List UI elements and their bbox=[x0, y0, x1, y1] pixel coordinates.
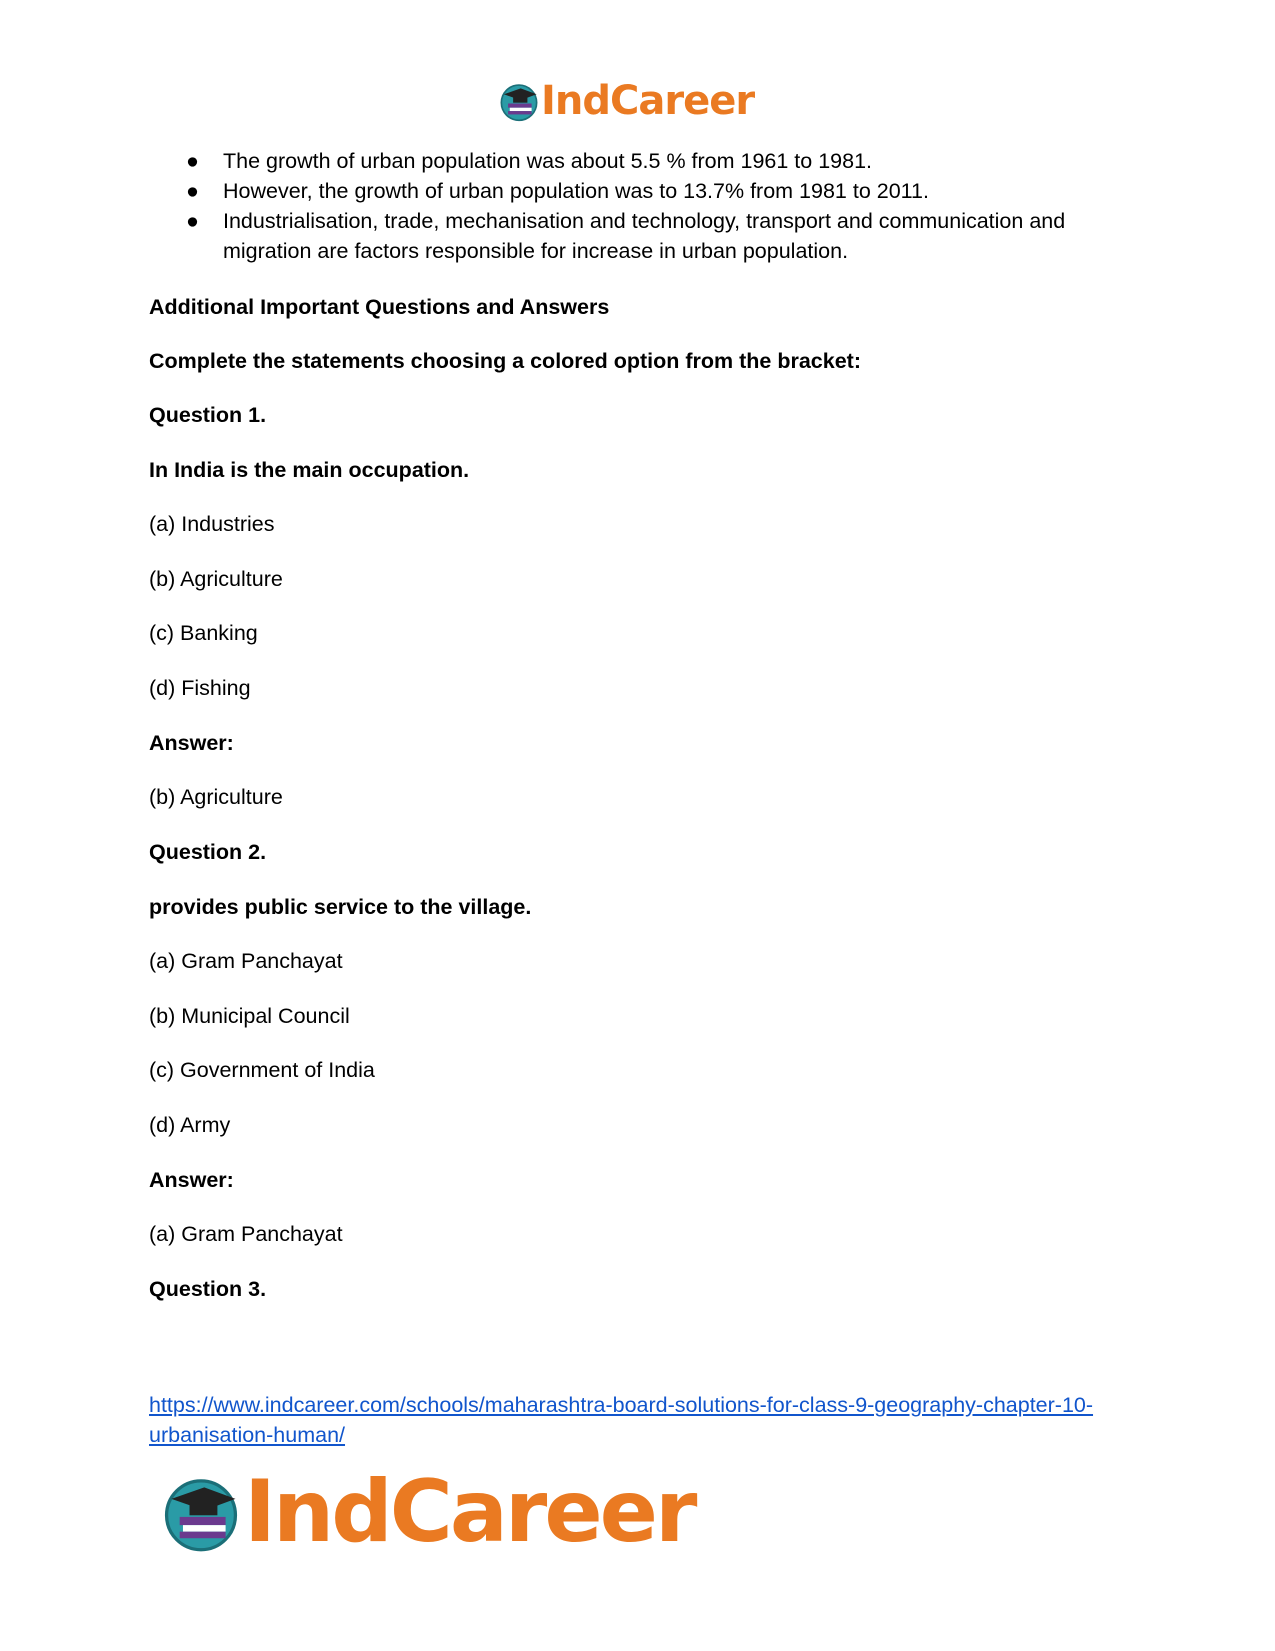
option-d: (d) Fishing bbox=[149, 676, 251, 700]
option-a: (a) Gram Panchayat bbox=[149, 949, 343, 973]
option-c: (c) Government of India bbox=[149, 1058, 375, 1082]
option-d: (d) Army bbox=[149, 1113, 231, 1137]
bullet-icon: ● bbox=[186, 149, 199, 173]
section-title: Additional Important Questions and Answers bbox=[149, 295, 610, 319]
question-1-text: In India is the main occupation. bbox=[149, 458, 470, 482]
option-b: (b) Municipal Council bbox=[149, 1004, 350, 1028]
list-item: ● The growth of urban population was about 5.5 % from 1961 to 1981. bbox=[148, 146, 1128, 176]
answer-label: Answer: bbox=[149, 731, 234, 755]
answer-text: (a) Gram Panchayat bbox=[149, 1222, 343, 1246]
question-3-label: Question 3. bbox=[149, 1277, 267, 1301]
answer-label: Answer: bbox=[149, 1168, 234, 1192]
answer-text: (b) Agriculture bbox=[149, 785, 283, 809]
question-1-label: Question 1. bbox=[149, 403, 267, 427]
option-c: (c) Banking bbox=[149, 621, 258, 645]
instruction-text: Complete the statements choosing a colored option from the bracket: bbox=[149, 349, 861, 373]
footer-logo bbox=[160, 1462, 694, 1562]
option-b: (b) Agriculture bbox=[149, 567, 283, 591]
option-a: (a) Industries bbox=[149, 512, 275, 536]
list-item: ● However, the growth of urban population was to 13.7% from 1981 to 2011. bbox=[148, 176, 1128, 206]
header-logo bbox=[498, 78, 754, 124]
bullet-list bbox=[148, 146, 1128, 266]
graduation-book-icon bbox=[498, 80, 540, 122]
graduation-book-icon bbox=[160, 1471, 242, 1553]
bullet-icon: ● bbox=[186, 179, 199, 203]
bullet-icon: ● bbox=[186, 209, 199, 233]
logo-text: IndCareer bbox=[541, 78, 755, 124]
question-2-text: provides public service to the village. bbox=[149, 895, 532, 919]
list-item: ● Industrialisation, trade, mechanisation and technology, transport and communication and migration are factors responsible for increase in urban population. bbox=[148, 206, 1128, 266]
source-link[interactable]: https://www.indcareer.com/schools/maharashtra-board-solutions-for-class-9-geography-chapter-10-urbanisation-human/ bbox=[149, 1393, 1094, 1447]
question-2-label: Question 2. bbox=[149, 840, 267, 864]
logo-text: IndCareer bbox=[244, 1462, 695, 1562]
